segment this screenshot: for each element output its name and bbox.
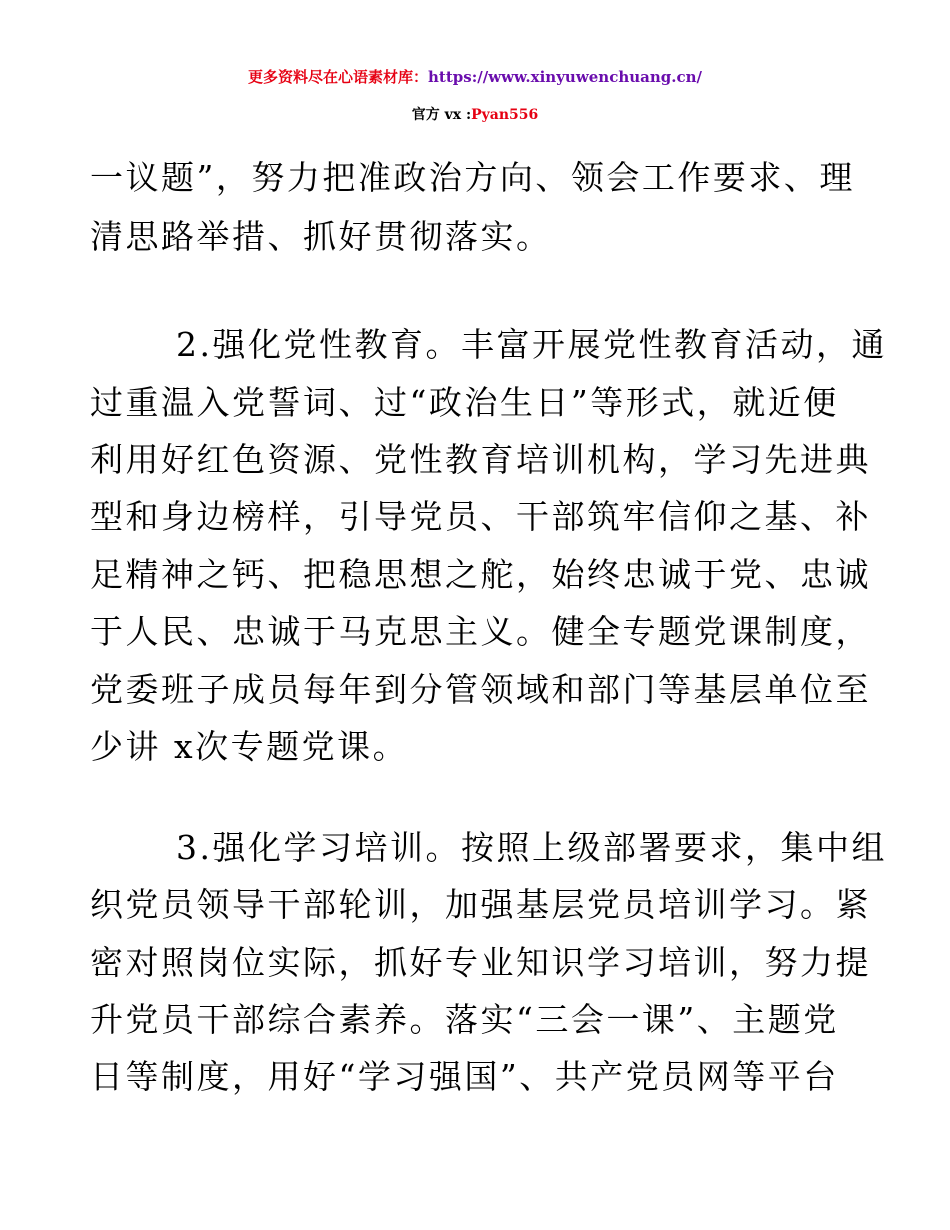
text-line: 日等制度，用好“学习强国”、共产党员网等平台 [90, 1057, 839, 1096]
wechat-contact [0, 104, 950, 126]
text-line: 3.强化学习培训。按照上级部署要求，集中组 [176, 828, 887, 867]
vx-label: 官方 vx : [411, 107, 472, 123]
site-prefix: 更多资料尽在心语素材库： [248, 68, 429, 86]
text-line: 利用好红色资源、党性教育培训机构，学习先进典 [90, 440, 871, 479]
text-line: 2.强化党性教育。丰富开展党性教育活动，通 [176, 325, 887, 364]
text-line: 升党员干部综合素养。落实“三会一课”、主题党 [90, 1000, 839, 1039]
text-line: 足精神之钙、把稳思想之舵，始终忠诚于党、忠诚 [90, 555, 871, 594]
text-line: 党委班子成员每年到分管领域和部门等基层单位至 [90, 670, 871, 709]
text-line: 于人民、忠诚于马克思主义。健全专题党课制度， [90, 612, 871, 651]
text-line: 密对照岗位实际，抓好专业知识学习培训，努力提 [90, 943, 871, 982]
text-line: 织党员领导干部轮训，加强基层党员培训学习。紧 [90, 885, 871, 924]
site-banner [0, 66, 950, 88]
text-line: 型和身边榜样，引导党员、干部筑牢信仰之基、补 [90, 497, 871, 536]
text-line: 过重温入党誓词、过“政治生日”等形式，就近便 [90, 383, 839, 422]
text-line: 清思路举措、抓好贯彻落实。 [90, 217, 552, 256]
text-line: 少讲 x次专题党课。 [90, 727, 409, 766]
text-line: 一议题”，努力把准政治方向、领会工作要求、理 [90, 158, 855, 197]
site-url-link[interactable]: https://www.xinyuwenchuang.cn/ [428, 68, 702, 86]
vx-id: Pyan556 [471, 107, 539, 123]
